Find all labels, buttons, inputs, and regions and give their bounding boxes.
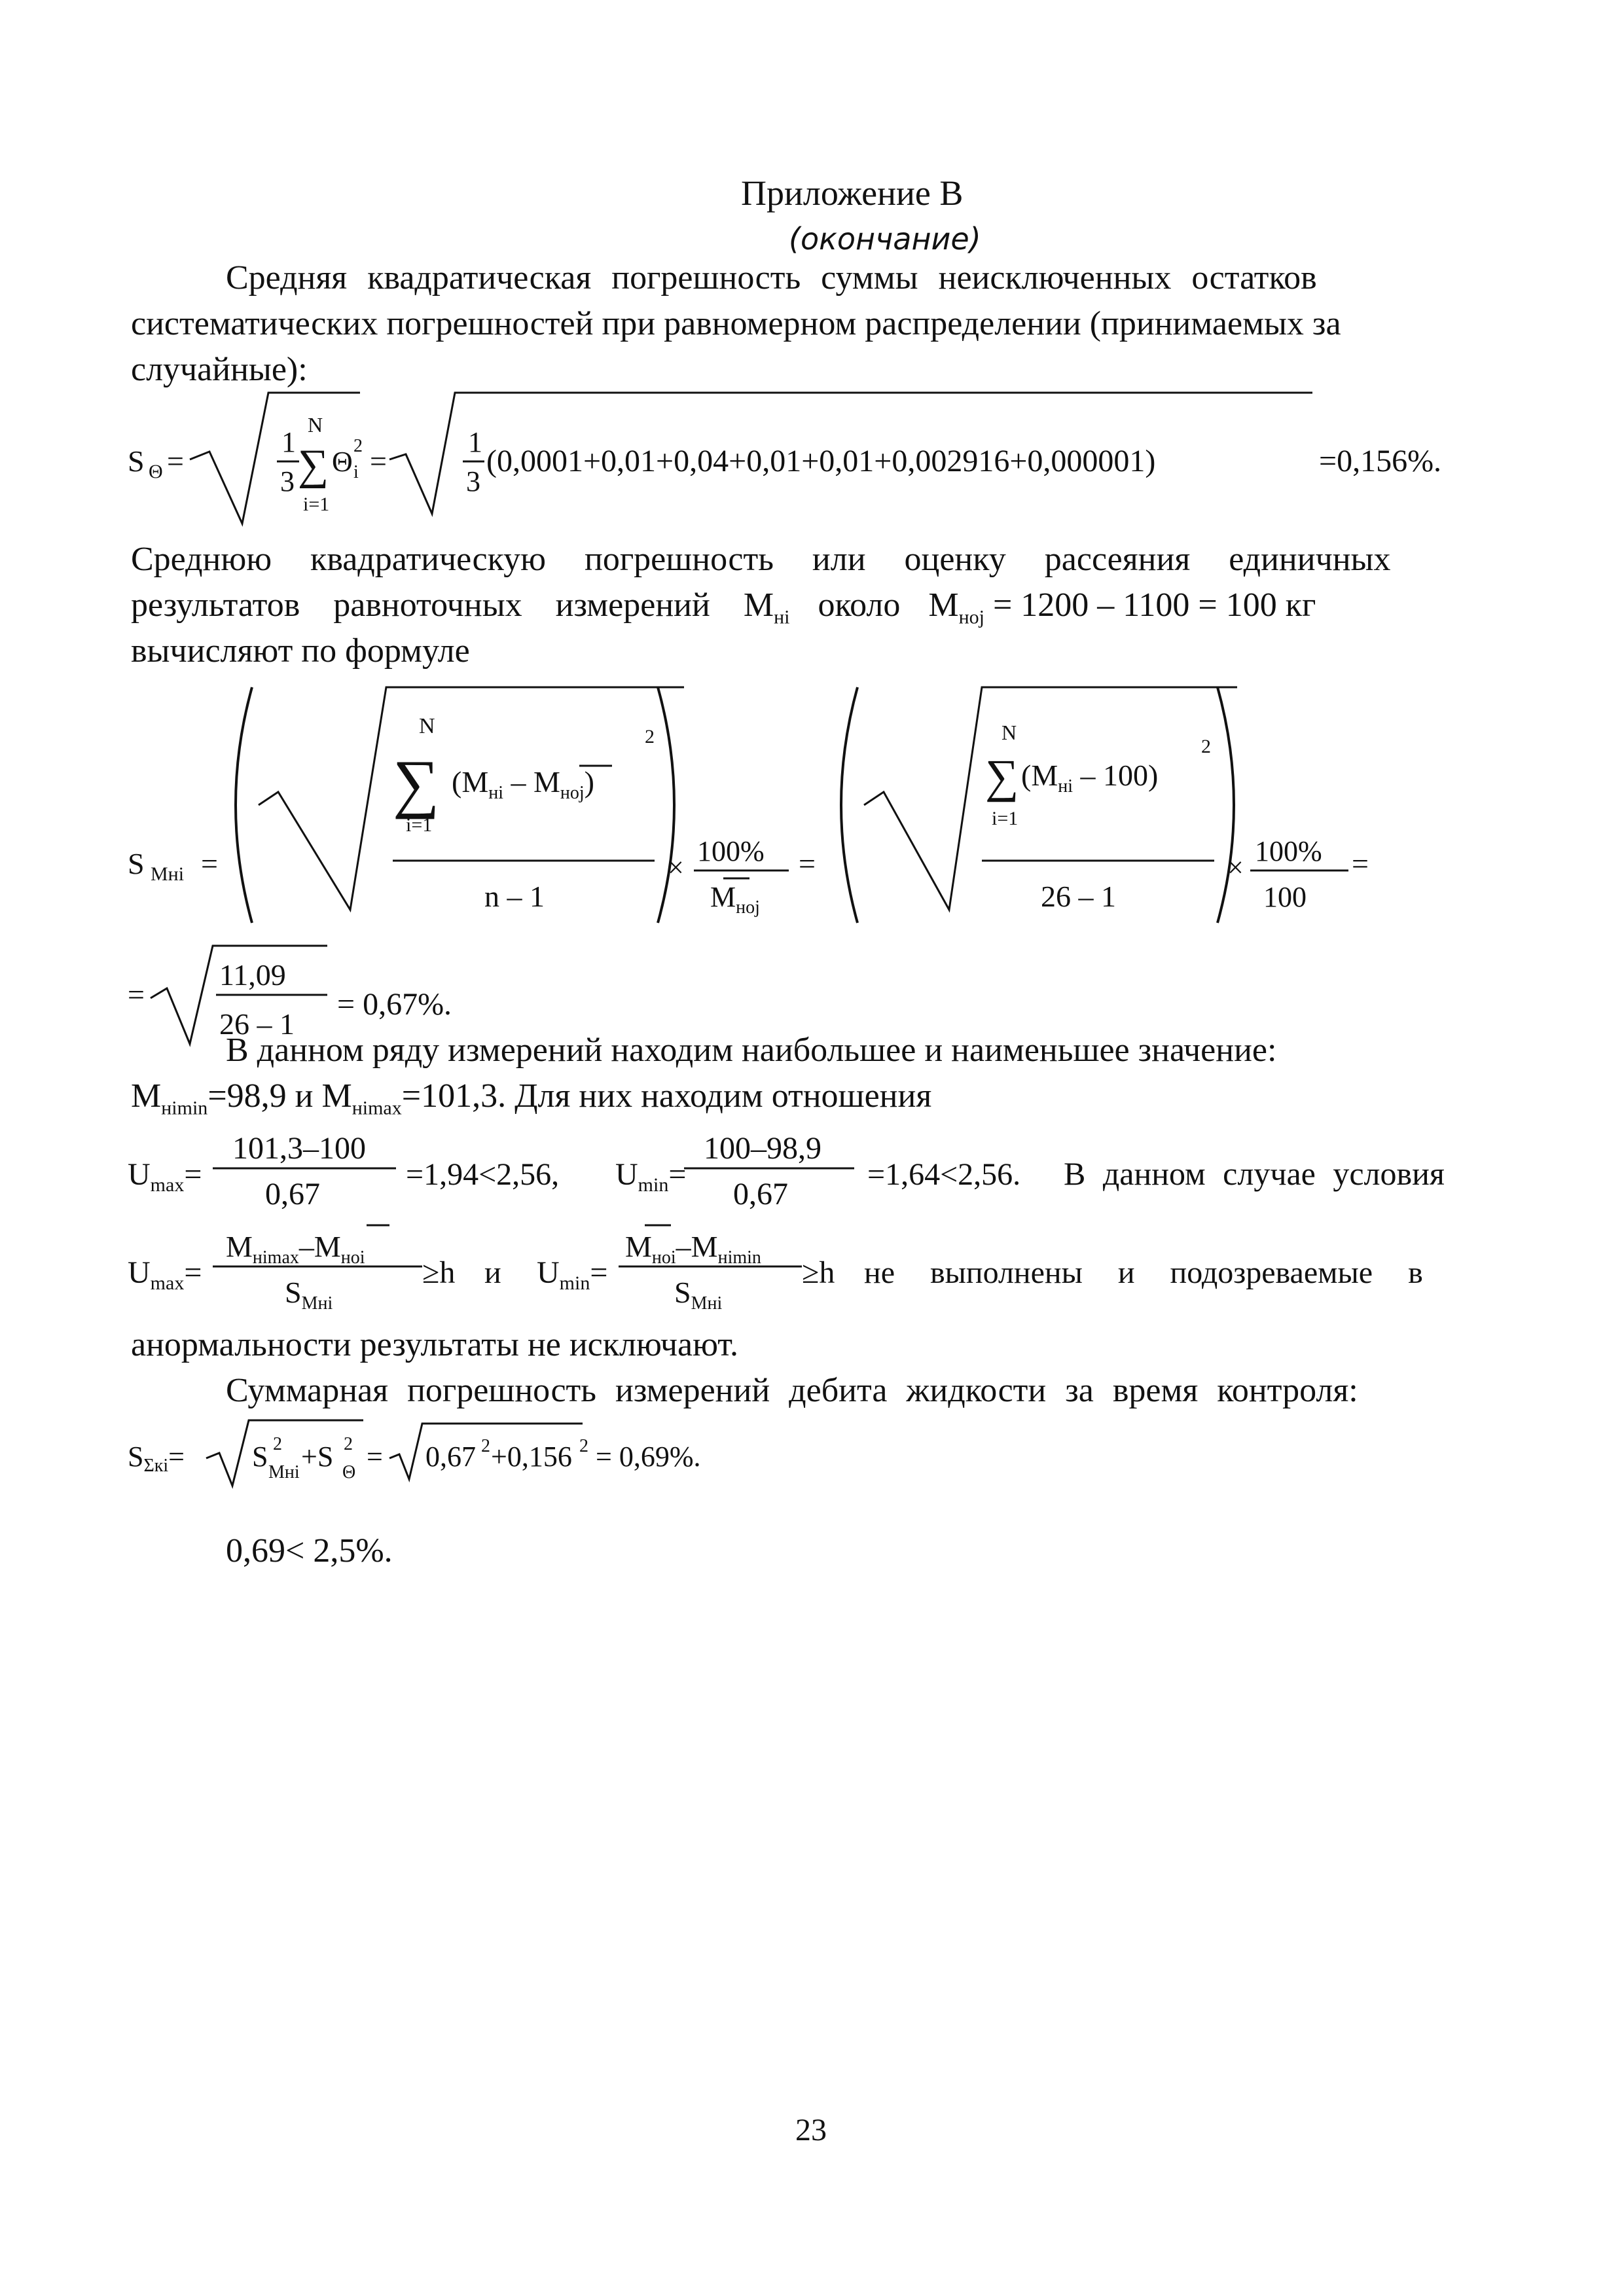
- svg-text:N: N: [1001, 721, 1017, 744]
- svg-text:i=1: i=1: [992, 808, 1019, 829]
- paragraph-1-line-1: Средняя квадратическая погрешность суммы неисключенных остатков: [226, 259, 1317, 296]
- svg-text:N: N: [419, 714, 435, 738]
- svg-text:(0,0001+0,01+0,04+0,01+0,01+0,: (0,0001+0,01+0,04+0,01+0,01+0,002916+0,000001): [486, 444, 1156, 478]
- svg-text:=: =: [201, 847, 218, 880]
- svg-text:не выполнены и подозреваемые в: не выполнены и подозреваемые в: [864, 1255, 1423, 1290]
- svg-text:2: 2: [579, 1436, 588, 1456]
- paragraph-2-line-3: вычисляют по формуле: [131, 632, 470, 670]
- svg-text:=1,94<2,56,: =1,94<2,56,: [406, 1157, 560, 1192]
- formula-s-total: [128, 1414, 1044, 1492]
- svg-text:100%: 100%: [1255, 835, 1322, 867]
- paragraph-3-line-2: $M_{нimin}=98,9$ и $M_{нimax}=101,3$. Для них находим отношения: [131, 1077, 932, 1119]
- svg-text:×: ×: [1227, 852, 1244, 884]
- svg-text:(Mнi – Mнoj): $(M_{нi} - M_{нoj})$: [452, 765, 594, 803]
- svg-text:1: 1: [468, 426, 482, 458]
- svg-text:2: 2: [645, 726, 655, 747]
- svg-text:S: S: [128, 444, 145, 478]
- svg-text:0,67: 0,67: [425, 1441, 476, 1473]
- svg-text:Umax=: $U_{max}=$: [128, 1255, 202, 1294]
- svg-text:Mнi: Mнi: [151, 863, 185, 885]
- svg-text:11,09: 11,09: [219, 958, 286, 992]
- svg-text:∑: ∑: [985, 750, 1019, 802]
- svg-text:В данном случае условия: В данном случае условия: [1064, 1155, 1445, 1192]
- svg-text:=: =: [799, 847, 816, 880]
- svg-text:i=1: i=1: [303, 493, 330, 515]
- svg-text:n – 1: n – 1: [484, 880, 545, 913]
- paragraph-3-line-1: В данном ряду измерений находим наибольшее и наименьшее значение:: [226, 1031, 1277, 1069]
- svg-text:S: S: [252, 1441, 268, 1473]
- svg-text:Mнoi–Mнimin: $M_{нoi}-M_{нimin}$: [625, 1230, 761, 1268]
- svg-text:=0,156%.: =0,156%.: [1319, 444, 1442, 478]
- svg-text:i: i: [353, 462, 359, 482]
- svg-text:+0,156: +0,156: [491, 1441, 572, 1473]
- svg-text:0,67: 0,67: [265, 1177, 320, 1211]
- svg-text:∑: ∑: [393, 747, 440, 819]
- paragraph-2-line-2: результатов равноточных измерений $M_{нi}$ около $M_{нoj} = 1200 - 1100 = 100$ кг: [131, 586, 1316, 628]
- paragraph-1-line-2: систематических погрешностей при равномерном распределении (принимаемых за: [131, 305, 1341, 342]
- svg-text:2: 2: [1201, 736, 1211, 757]
- svg-text:3: 3: [280, 465, 295, 497]
- svg-text:SΣкi=: SΣкi=: [128, 1441, 185, 1476]
- svg-text:≥h: ≥h: [802, 1255, 835, 1290]
- svg-text:Umin=: $U_{min}=$: [615, 1157, 687, 1196]
- svg-text:Θ: Θ: [342, 1462, 356, 1482]
- page-title: Приложение В: [741, 173, 964, 213]
- formula-ratios: [128, 1119, 1502, 1211]
- svg-text:100–98,9: 100–98,9: [704, 1131, 821, 1166]
- svg-text:(Mнi – 100): $(M_{нi} - 100)$: [1021, 759, 1159, 797]
- svg-text:1: 1: [281, 426, 296, 458]
- svg-text:Umax=: $U_{max}=$: [128, 1157, 202, 1196]
- svg-text:2: 2: [481, 1436, 490, 1456]
- svg-text:2: 2: [273, 1434, 282, 1454]
- svg-text:=: =: [167, 444, 184, 478]
- svg-text:Θ: Θ: [332, 446, 353, 478]
- formula-s-theta: [128, 386, 1502, 537]
- svg-text:S: S: [128, 847, 145, 880]
- svg-text:SMнi: $S_{Mнi}$: [285, 1276, 333, 1314]
- svg-text:= 0,69%.: = 0,69%.: [596, 1441, 701, 1473]
- svg-text:=: =: [370, 444, 387, 478]
- paragraph-2-line-1: Среднюю квадратическую погрешность или оценку рассеяния единичных: [131, 541, 1391, 578]
- svg-text:Mнi: Mнi: [268, 1462, 300, 1482]
- svg-text:×: ×: [668, 852, 684, 884]
- svg-text:3: 3: [466, 465, 480, 497]
- svg-text:26 – 1: 26 – 1: [219, 1007, 295, 1041]
- svg-text:=: =: [1352, 847, 1369, 880]
- svg-text:=: =: [128, 978, 145, 1011]
- svg-text:+S: +S: [301, 1441, 334, 1473]
- formula-s-mhi: [128, 674, 1502, 1067]
- svg-text:Mнimax–Mнoi: $M_{нimax}-M_{нoi}$: [226, 1230, 365, 1268]
- svg-text:N: N: [308, 413, 323, 437]
- svg-text:=1,64<2,56.: =1,64<2,56.: [867, 1157, 1021, 1192]
- page-subtitle: (окончание): [789, 221, 981, 257]
- svg-text:0,67: 0,67: [733, 1177, 788, 1211]
- svg-text:100: 100: [1263, 881, 1307, 913]
- page-number: 23: [795, 2113, 827, 2147]
- svg-text:и: и: [484, 1255, 501, 1290]
- svg-text:2: 2: [353, 436, 363, 456]
- svg-text:2: 2: [344, 1434, 353, 1454]
- svg-text:100%: 100%: [697, 835, 765, 867]
- svg-text:Umin=: $U_{min}=$: [537, 1255, 608, 1294]
- svg-text:26 – 1: 26 – 1: [1041, 880, 1116, 913]
- svg-text:101,3–100: 101,3–100: [232, 1131, 366, 1166]
- svg-text:≥h: ≥h: [422, 1255, 456, 1290]
- final-inequality: 0,69< 2,5%.: [226, 1532, 393, 1570]
- svg-text:SMнi: $S_{Mнi}$: [674, 1276, 723, 1314]
- svg-text:Θ: Θ: [149, 461, 163, 482]
- svg-text:Mнoj: $M_{нoj}$: [710, 881, 760, 918]
- svg-text:i=1: i=1: [406, 814, 433, 836]
- paragraph-5-line-2: анормальности результаты не исключают.: [131, 1326, 739, 1363]
- svg-text:∑: ∑: [298, 441, 329, 489]
- formula-conditions: [128, 1217, 1502, 1322]
- svg-text:=: =: [367, 1441, 383, 1473]
- paragraph-1-line-3: случайные):: [131, 351, 308, 388]
- svg-text:= 0,67%.: = 0,67%.: [337, 987, 452, 1022]
- paragraph-6-line-1: Суммарная погрешность измерений дебита жидкости за время контроля:: [226, 1372, 1358, 1409]
